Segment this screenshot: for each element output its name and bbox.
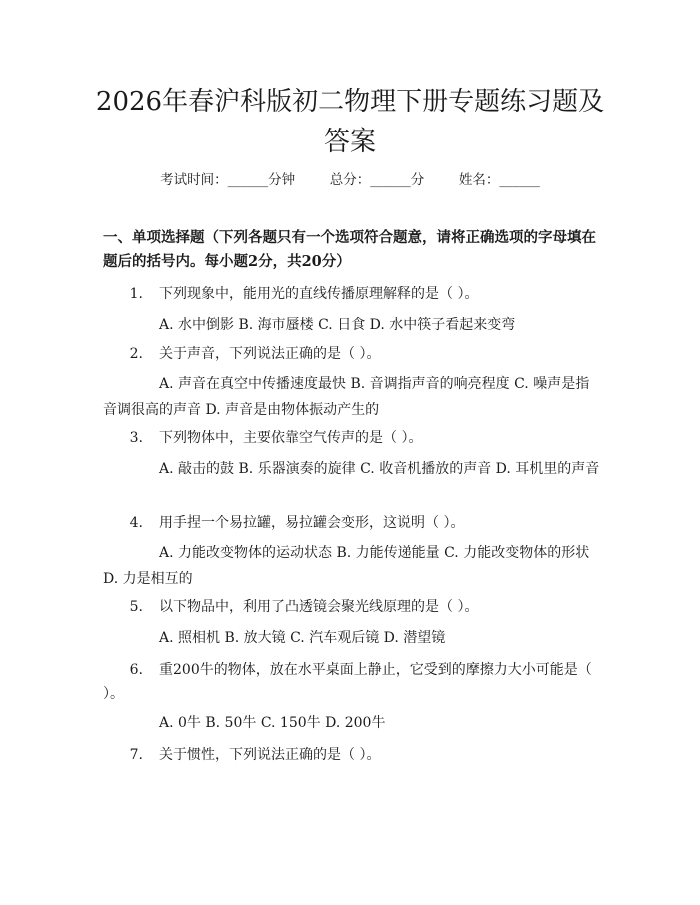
time-blank: ______ <box>227 172 269 188</box>
question-text: 重200牛的物体，放在水平桌面上静止，它受到的摩擦力大小可能是（ ）。 <box>103 662 592 702</box>
question-6-options: A. 0牛 B. 50牛 C. 150牛 D. 200牛 <box>159 715 386 731</box>
question-text: 下列现象中，能用光的直线传播原理解释的是（ ）。 <box>159 286 479 302</box>
score-blank: ______ <box>370 172 411 188</box>
question-5-options: A. 照相机 B. 放大镜 C. 汽车观后镜 D. 潜望镜 <box>159 630 446 646</box>
name-label: 姓名： <box>458 172 500 188</box>
question-number: 6. <box>129 662 143 678</box>
time-label: 考试时间： <box>160 172 228 188</box>
question-7 <box>103 743 603 767</box>
score-unit: 分 <box>410 172 425 188</box>
question-6 <box>103 658 603 706</box>
question-2-options: A. 声音在真空中传播速度最快 B. 音调指声音的响亮程度 C. 噪声是指音调很高的声音 D. 声音是由物体振动产生的 <box>103 376 590 418</box>
question-text: 关于声音，下列说法正确的是（ ）。 <box>159 346 381 362</box>
question-4 <box>103 511 603 535</box>
question-text: 以下物品中，利用了凸透镜会聚光线原理的是（ ）。 <box>159 599 479 615</box>
question-text: 用手捏一个易拉罐，易拉罐会变形，这说明（ ）。 <box>159 515 465 531</box>
score-label: 总分： <box>329 172 371 188</box>
question-number: 4. <box>129 515 143 531</box>
question-number: 1. <box>129 286 143 302</box>
question-3 <box>103 426 603 450</box>
question-2 <box>103 342 603 366</box>
question-number: 5. <box>129 599 143 615</box>
question-number: 3. <box>129 430 143 446</box>
section-heading: 一、单项选择题（下列各题只有一个选项符合题意，请将正确选项的字母填在题后的括号内。每小题2分，共20分） <box>103 229 596 270</box>
time-unit: 分钟 <box>268 172 296 188</box>
question-number: 2. <box>129 346 143 362</box>
exam-meta <box>0 168 700 188</box>
question-5 <box>103 595 603 619</box>
question-3-options: A. 敲击的鼓 B. 乐器演奏的旋律 C. 收音机播放的声音 D. 耳机里的声音 <box>159 461 600 477</box>
question-1 <box>103 282 603 306</box>
question-number: 7. <box>129 747 143 763</box>
name-blank: ______ <box>499 172 540 188</box>
question-1-options: A. 水中倒影 B. 海市蜃楼 C. 日食 D. 水中筷子看起来变弯 <box>159 317 516 333</box>
question-4-options: A. 力能改变物体的运动状态 B. 力能传递能量 C. 力能改变物体的形状 D. 力是相互的 <box>103 545 590 587</box>
question-text: 下列物体中，主要依靠空气传声的是（ ）。 <box>159 430 423 446</box>
question-text: 关于惯性，下列说法正确的是（ ）。 <box>159 747 381 763</box>
document-title: 2026年春沪科版初二物理下册专题练习题及答案 <box>95 87 605 157</box>
